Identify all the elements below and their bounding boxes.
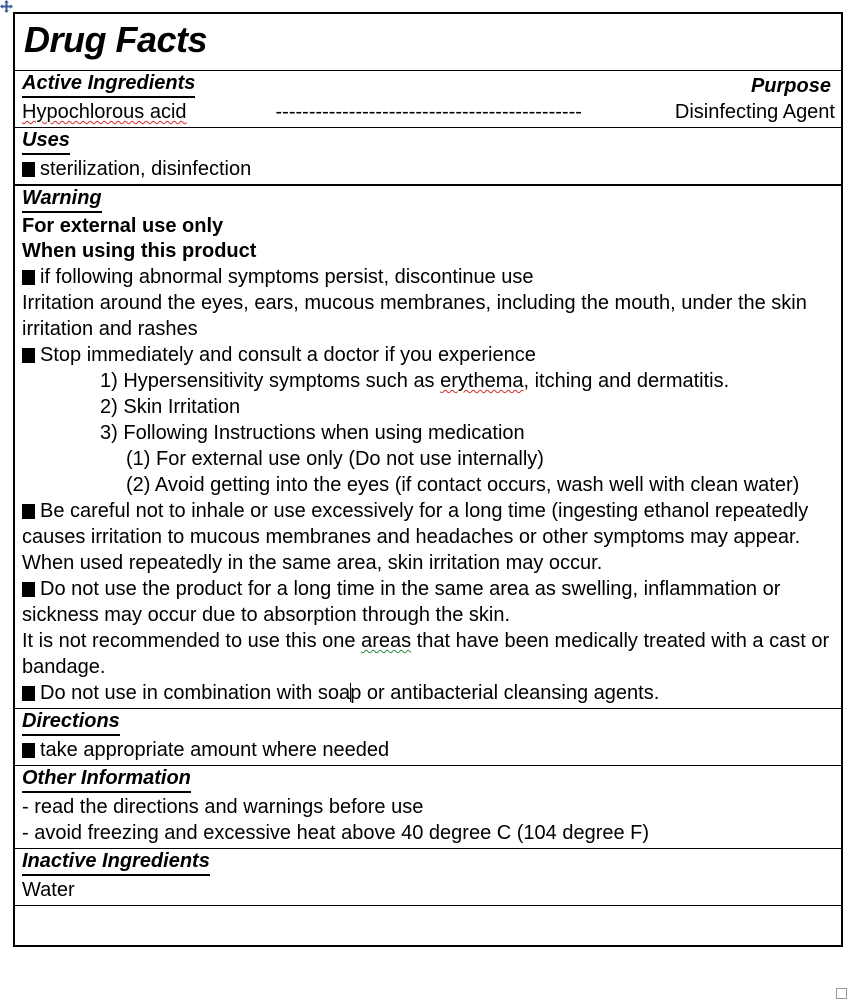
section-blank-row [15,905,841,945]
warning-numbered-item-2-pre: Skin Irritation [123,396,241,418]
section-other-information [15,765,841,848]
warning-bullet-4 [22,576,835,628]
directions-item [22,737,835,763]
warning-numbered-item-1-pre: Hypersensitivity symptoms such as [123,370,441,392]
bullet-square-icon [22,504,35,519]
warning-bold-line-2: When using this product [22,240,257,262]
warning-paragraph-2 [22,628,835,680]
bullet-square-icon [22,686,35,701]
bullet-square-icon [22,270,35,285]
active-ingredient-name: Hypochlorous acid [22,101,187,123]
warning-sub-item-2-label: (2) Avoid getting into the eyes (if contact occurs, wash well with clean water) [126,474,800,496]
active-ingredients-heading-row [22,71,835,99]
warning-bullet-3 [22,498,835,576]
bullet-square-icon [22,162,35,177]
inactive-ingredients-item-1: Water [22,879,75,901]
section-directions [15,708,841,765]
warning-bullet-1-label: if following abnormal symptoms persist, discontinue use [40,266,534,288]
table-resize-handle[interactable] [836,988,847,999]
warning-numbered-item-3 [22,420,835,446]
active-ingredients-heading: Active Ingredients [22,71,195,98]
warning-bullet-2-label: Stop immediately and consult a doctor if you experience [40,344,536,366]
bullet-square-icon [22,582,35,597]
warning-numbered-item-1-flagged: erythema [440,370,524,392]
warning-sub-item-1: (1) For external use only (Do not use internally) [126,448,544,470]
warning-paragraph-2-flagged: areas [361,630,412,652]
warning-paragraph-2-post: that have been medically treated with a cast or bandage. [22,630,830,678]
warning-bullet-2 [22,342,835,368]
purpose-heading: Purpose [750,75,831,97]
other-information-item-2: - avoid freezing and excessive heat above 40 degree C (104 degree F) [22,822,650,844]
drug-facts-label [13,12,843,947]
other-information-heading: Other Information [22,766,191,793]
warning-bullet-5-pre: Do not use in combination with soa [40,682,351,704]
warning-numbered-item-3-pre: Following Instructions when using medication [123,422,525,444]
warning-numbered-item-3-num: 3) [100,422,118,444]
section-warning [15,184,841,708]
active-ingredient-purpose: Disinfecting Agent [674,101,835,123]
warning-numbered-item-1 [22,368,835,394]
section-active-ingredients [15,70,841,127]
uses-heading: Uses [22,128,70,155]
section-uses [15,127,841,184]
warning-numbered-item-1-num: 1) [100,370,118,392]
warning-bullet-5 [22,680,835,706]
active-ingredient-row [22,99,835,125]
warning-numbered-item-2 [22,394,835,420]
warning-bullet-4-label: Do not use the product for a long time in the same area as swelling, inflammation or sickness may occur due to absorption through the skin. [22,578,781,626]
section-inactive-ingredients [15,848,841,905]
warning-sub-item-2 [22,472,835,498]
warning-bold-line-1: For external use only [22,215,224,237]
warning-numbered-item-1-post: , itching and dermatitis. [523,370,730,392]
warning-bullet-1 [22,264,835,290]
page-title: Drug Facts [24,19,208,60]
warning-bullet-3-label: Be careful not to inhale or use excessively for a long time (ingesting ethanol repeatedly causes irritation to mucous membranes and headaches or other symptoms may appear. When used repeatedly in the same area, skin irritation may occur. [22,500,809,574]
warning-numbered-item-2-num: 2) [100,396,118,418]
uses-item [22,156,835,182]
dash-leader: ---------------------------------------------- [275,101,582,123]
warning-paragraph-1: Irritation around the eyes, ears, mucous membranes, including the mouth, under the skin irritation and rashes [22,292,807,340]
warning-paragraph-2-pre: It is not recommended to use this one [22,630,362,652]
inactive-ingredients-heading: Inactive Ingredients [22,849,210,876]
uses-item-label: sterilization, disinfection [40,158,252,180]
bullet-square-icon [22,348,35,363]
directions-heading: Directions [22,709,120,736]
other-information-item-1: - read the directions and warnings before use [22,796,424,818]
directions-item-label: take appropriate amount where needed [40,739,390,761]
warning-heading: Warning [22,186,102,213]
bullet-square-icon [22,743,35,758]
warning-bullet-5-post: p or antibacterial cleansing agents. [350,682,660,704]
table-move-handle[interactable] [0,0,13,13]
drug-facts-title-row [15,14,841,70]
